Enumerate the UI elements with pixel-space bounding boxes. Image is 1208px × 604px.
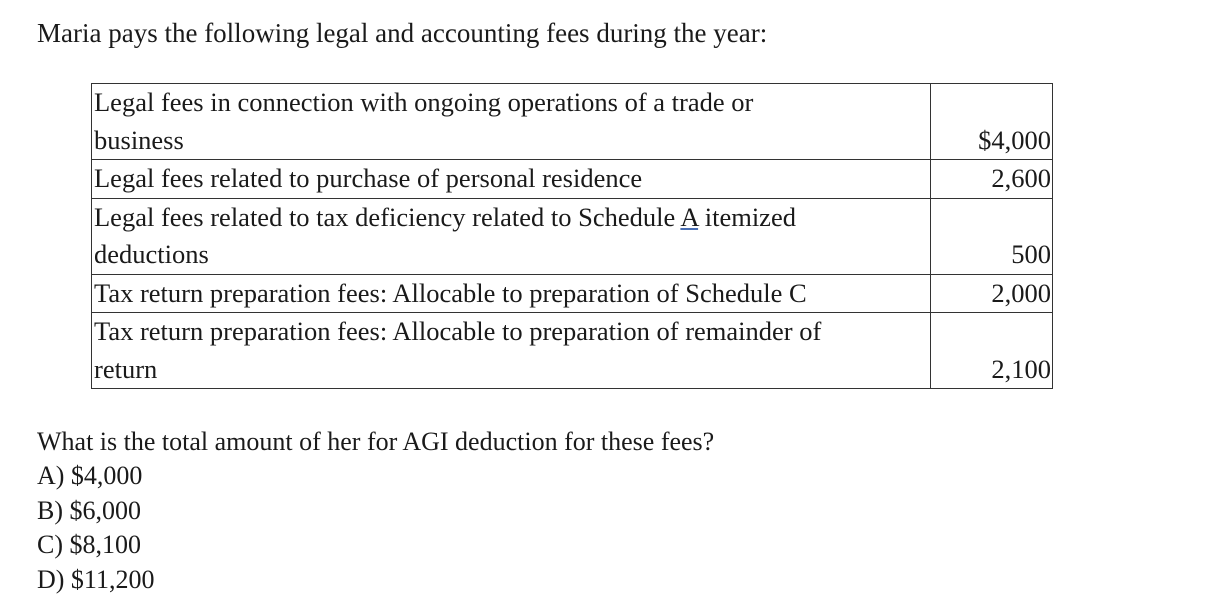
fee-description-text: Legal fees related to tax deficiency related to Schedule xyxy=(94,201,681,232)
table-row xyxy=(92,274,1053,313)
fee-description-line: Tax return preparation fees: Allocable to preparation of remainder of xyxy=(94,316,822,346)
answer-choice-a: A) $4,000 xyxy=(37,461,143,490)
fee-amount: 2,600 xyxy=(931,160,1053,199)
schedule-a-underlined: A xyxy=(680,201,699,232)
fee-description-line: Tax return preparation fees: Allocable to preparation of Schedule C xyxy=(94,277,807,308)
table-row xyxy=(92,198,1053,274)
answer-choice-b: B) $6,000 xyxy=(37,495,141,525)
answer-choice-c: C) $8,100 xyxy=(37,530,141,559)
table-row xyxy=(92,84,1053,160)
fee-description xyxy=(92,274,931,313)
fee-description-line xyxy=(94,202,796,232)
fee-amount: 2,100 xyxy=(931,313,1053,389)
fee-amount: 500 xyxy=(931,198,1053,274)
fee-description xyxy=(92,313,931,389)
answer-choice-d: D) $11,200 xyxy=(37,564,155,594)
table-row xyxy=(92,160,1053,199)
answer-choices xyxy=(37,459,154,597)
fee-description-line: deductions xyxy=(94,239,209,269)
fee-description xyxy=(92,160,931,199)
fee-description xyxy=(92,84,931,160)
question-text: What is the total amount of her for AGI deduction for these fees? xyxy=(37,427,715,456)
fee-description-line: return xyxy=(94,353,158,384)
fee-amount: 2,000 xyxy=(931,274,1053,313)
fee-amount: $4,000 xyxy=(931,84,1053,160)
table-row xyxy=(92,313,1053,389)
fees-table xyxy=(91,83,1053,389)
fee-description xyxy=(92,198,931,274)
intro-text: Maria pays the following legal and accounting fees during the year: xyxy=(37,18,768,48)
fee-description-line: business xyxy=(94,124,184,155)
fee-description-text: itemized xyxy=(698,201,796,232)
fee-description-line: Legal fees in connection with ongoing operations of a trade or xyxy=(94,87,754,117)
fee-description-line: Legal fees related to purchase of personal residence xyxy=(94,163,643,193)
